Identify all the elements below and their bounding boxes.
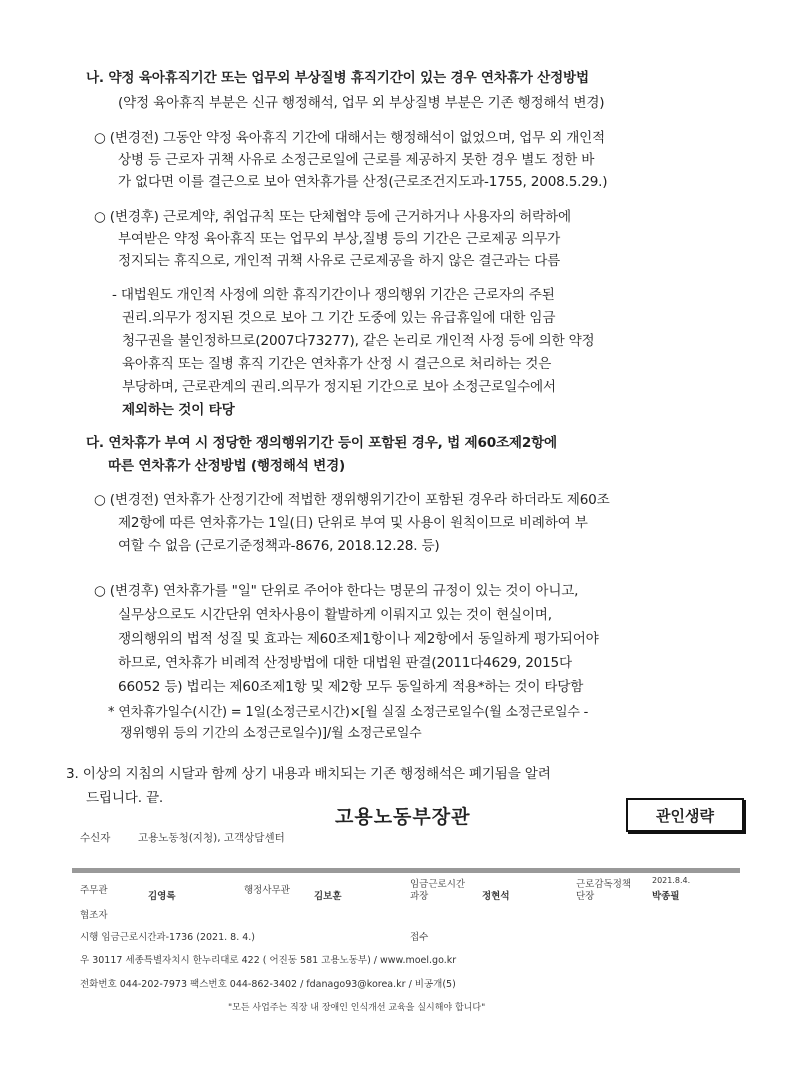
reception-label: 접수 <box>410 932 429 943</box>
head-name: 정현석 <box>482 891 510 902</box>
chief-name: 박종필 <box>652 891 680 902</box>
closing-line-1: 3. 이상의 지침의 시달과 함께 상기 내용과 배치되는 기존 행정해석은 폐기됨을 알려 <box>66 766 551 782</box>
da-formula-line-2: 쟁위행위 등의 기간의 소정근로일수)]/월 소정근로일수 <box>120 726 422 741</box>
na-before-line-2: 상병 등 근로자 귀책 사유로 소정근로일에 근로를 제공하지 못한 경우 별도 정한 바 <box>118 152 595 168</box>
na-court-line-4: 육아휴직 또는 질병 휴직 기간은 연차휴가 산정 시 결근으로 처리하는 것은 <box>122 356 552 372</box>
stamp-omitted <box>626 798 744 832</box>
da-after-line-3: 쟁의행위의 법적 성질 및 효과는 제60조제1항이나 제2항에서 동일하게 평가되어야 <box>118 631 599 647</box>
da-after-line-1: ○ (변경후) 연차휴가를 "일" 단위로 주어야 한다는 명문의 규정이 있는 것이 아니고, <box>94 583 579 599</box>
address-info: 우 30117 세종특별자치시 한누리대로 422 ( 어진동 581 고용노동부) / www.moel.go.kr <box>80 955 457 966</box>
enforcement-info: 시행 임금근로시간과-1736 (2021. 8. 4.) <box>80 932 256 943</box>
divider-bar <box>72 868 740 873</box>
section-na-subheading: (약정 육아휴직 부분은 신규 행정해석, 업무 외 부상질병 부분은 기존 행정해석 변경) <box>118 95 605 111</box>
na-court-line-6: 제외하는 것이 타당 <box>122 402 235 418</box>
da-before-line-1: ○ (변경전) 연차휴가 산정기간에 적법한 쟁위행위기간이 포함된 경우라 하더라도 제60조 <box>94 492 610 508</box>
na-court-line-1: - 대법원도 개인적 사정에 의한 휴직기간이나 쟁의행위 기간은 근로자의 주된 <box>112 287 555 303</box>
policy-date: 2021.8.4. <box>652 876 691 885</box>
na-before-line-1: ○ (변경전) 그동안 약정 육아휴직 기간에 대해서는 행정해석이 없었으며, 업무 외 개인적 <box>94 130 605 146</box>
da-after-line-5: 66052 등) 법리는 제60조제1항 및 제2항 모두 동일하게 적용*하는 것이 타당함 <box>118 679 584 695</box>
section-na-heading: 나. 약정 육아휴직기간 또는 업무외 부상질병 휴직기간이 있는 경우 연차휴가 산정방법 <box>86 70 589 86</box>
policy-label: 근로감독정책 <box>576 879 632 890</box>
na-court-line-2: 권리.의무가 정지된 것으로 보아 그 기간 도중에 있는 유급휴일에 대한 임금 <box>122 310 556 326</box>
da-formula-line-1: * 연차휴가일수(시간) = 1일(소정근로시간)×[월 실질 소정근로일수(월 소정근로일수 - <box>108 705 589 720</box>
da-after-line-4: 하므로, 연차휴가 비례적 산정방법에 대한 대법원 판결(2011다4629, 2015다 <box>118 655 572 671</box>
na-after-line-1: ○ (변경후) 근로계약, 취업규칙 또는 단체협약 등에 근거하거나 사용자의 허락하에 <box>94 209 571 225</box>
drafter-label: 주무관 <box>80 885 108 896</box>
na-after-line-2: 부여받은 약정 육아휴직 또는 업무외 부상,질병 등의 기간은 근로제공 의무가 <box>118 231 561 247</box>
recipient-label: 수신자 <box>80 832 111 844</box>
contact-info: 전화번호 044-202-7973 팩스번호 044-862-3402 / fdanago93@korea.kr / 비공개(5) <box>80 979 456 990</box>
section-da-heading-2: 따른 연차휴가 산정방법 (행정해석 변경) <box>108 458 346 474</box>
drafter-name: 김영록 <box>148 891 176 902</box>
stamp-label: 관인생략 <box>656 806 714 825</box>
head-label: 과장 <box>410 891 429 902</box>
na-before-line-3: 가 없다면 이를 결근으로 보아 연차휴가를 산정(근로조건지도과-1755, 2008.5.29.) <box>118 174 608 190</box>
disability-notice: "모든 사업주는 직장 내 장애인 인식개선 교육을 실시해야 합니다" <box>228 1003 486 1013</box>
da-before-line-3: 여할 수 없음 (근로기준정책과-8676, 2018.12.28. 등) <box>118 538 440 554</box>
chief-label: 단장 <box>576 891 595 902</box>
na-after-line-3: 정지되는 휴직으로, 개인적 귀책 사유로 근로제공을 하지 않은 결근과는 다름 <box>118 253 561 269</box>
recipient-value: 고용노동청(지청), 고객상담센터 <box>138 832 285 844</box>
cooperator-label: 협조자 <box>80 910 108 921</box>
na-court-line-5: 부당하며, 근로관계의 권리.의무가 정지된 기간으로 보아 소정근로일수에서 <box>122 379 556 395</box>
dept-label: 임금근로시간 <box>410 879 466 890</box>
admin-label: 행정사무관 <box>244 885 290 896</box>
admin-name: 김보훈 <box>314 891 342 902</box>
closing-line-2: 드립니다. 끝. <box>86 790 164 806</box>
minister-title: 고용노동부장관 <box>335 806 471 828</box>
da-after-line-2: 실무상으로도 시간단위 연차사용이 활발하게 이뤄지고 있는 것이 현실이며, <box>118 607 552 623</box>
da-before-line-2: 제2항에 따른 연차휴가는 1일(日) 단위로 부여 및 사용이 원칙이므로 비례하여 부 <box>118 515 588 531</box>
section-da-heading-1: 다. 연차휴가 부여 시 정당한 쟁의행위기간 등이 포함된 경우, 법 제60조제2항에 <box>86 435 557 451</box>
na-court-line-3: 청구권을 불인정하므로(2007다73277), 같은 논리로 개인적 사정 등에 의한 약정 <box>122 333 595 349</box>
